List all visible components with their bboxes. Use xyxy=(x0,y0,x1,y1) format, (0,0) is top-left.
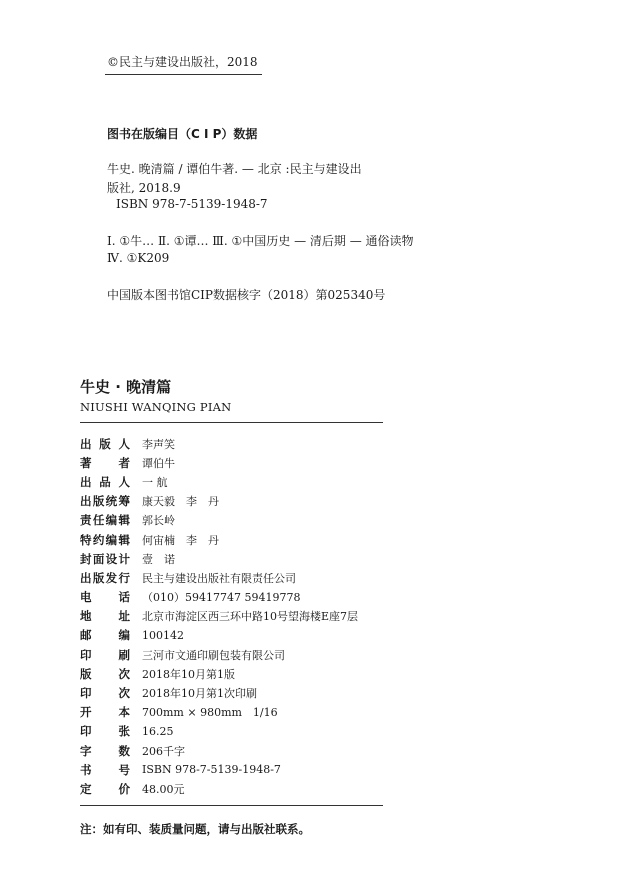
copyright-line: ©民主与建设出版社，2018 xyxy=(107,55,258,69)
info-value: 48.00元 xyxy=(142,782,185,796)
cip-isbn-line: ISBN 978-7-5139-1948-7 xyxy=(116,197,268,211)
info-value: 2018年10月第1次印刷 xyxy=(142,687,257,701)
info-value: 康天毅 李 丹 xyxy=(142,495,219,509)
info-row xyxy=(80,568,358,587)
info-row xyxy=(80,779,358,798)
info-row xyxy=(80,683,358,702)
info-row xyxy=(80,453,358,472)
info-value: 何宙楠 李 丹 xyxy=(142,533,219,547)
info-row xyxy=(80,626,358,645)
cip-classification-line: Ⅳ. ①K209 xyxy=(107,251,170,265)
info-value: 三河市文通印刷包装有限公司 xyxy=(142,648,285,662)
info-label: 封面设计 xyxy=(80,551,130,566)
cip-line: 版社, 2018.9 xyxy=(107,181,181,195)
info-label: 出版人 xyxy=(80,436,130,451)
info-label: 印次 xyxy=(80,686,130,701)
info-value: 16.25 xyxy=(142,724,174,738)
info-row xyxy=(80,645,358,664)
book-title: 牛史 · 晚清篇 xyxy=(80,378,172,396)
info-label: 著者 xyxy=(80,455,130,470)
info-label: 书号 xyxy=(80,762,130,777)
info-value: （010）59417747 59419778 xyxy=(142,591,301,605)
info-value: 民主与建设出版社有限责任公司 xyxy=(142,571,296,585)
info-value: 2018年10月第1版 xyxy=(142,667,235,681)
info-value: 谭伯牛 xyxy=(142,456,175,470)
info-row xyxy=(80,760,358,779)
info-row xyxy=(80,703,358,722)
info-label: 特约编辑 xyxy=(80,532,130,547)
info-value: 100142 xyxy=(142,628,184,642)
info-value: 郭长岭 xyxy=(142,514,175,528)
cip-heading: 图书在版编目（C I P）数据 xyxy=(107,127,258,141)
info-label: 责任编辑 xyxy=(80,513,130,528)
info-value: 700mm × 980mm 1/16 xyxy=(142,706,278,720)
publication-info-list xyxy=(80,434,358,799)
info-row xyxy=(80,549,358,568)
cip-line: 牛史. 晚清篇 / 谭伯牛著. — 北京 :民主与建设出 xyxy=(107,162,362,176)
info-bottom-divider xyxy=(80,805,383,806)
info-label: 字数 xyxy=(80,743,130,758)
info-label: 出版发行 xyxy=(80,570,130,585)
info-value: 壹 诺 xyxy=(142,552,175,566)
info-row xyxy=(80,434,358,453)
book-pinyin-title: NIUSHI WANQING PIAN xyxy=(80,400,232,414)
quality-note: 注：如有印、装质量问题，请与出版社联系。 xyxy=(80,822,310,836)
info-row xyxy=(80,472,358,491)
info-row xyxy=(80,588,358,607)
info-value: ISBN 978-7-5139-1948-7 xyxy=(142,763,281,777)
info-row xyxy=(80,741,358,760)
info-label: 出版统筹 xyxy=(80,494,130,509)
info-value: 206千字 xyxy=(142,744,185,758)
info-label: 地址 xyxy=(80,609,130,624)
info-label: 印刷 xyxy=(80,647,130,662)
cip-classification-line: Ⅰ. ①牛… Ⅱ. ①谭… Ⅲ. ①中国历史 — 清后期 — 通俗读物 xyxy=(107,234,414,248)
info-row xyxy=(80,511,358,530)
info-row xyxy=(80,492,358,511)
info-row xyxy=(80,530,358,549)
info-row xyxy=(80,664,358,683)
info-value: 一 航 xyxy=(142,475,168,489)
info-label: 开本 xyxy=(80,705,130,720)
cip-record-number: 中国版本图书馆CIP数据核字（2018）第025340号 xyxy=(107,288,386,302)
copyright-divider xyxy=(105,74,262,75)
info-label: 版次 xyxy=(80,666,130,681)
info-row xyxy=(80,607,358,626)
info-value: 北京市海淀区西三环中路10号望海楼E座7层 xyxy=(142,610,359,624)
info-label: 电话 xyxy=(80,590,130,605)
info-top-divider xyxy=(80,422,383,423)
info-row xyxy=(80,722,358,741)
info-label: 邮编 xyxy=(80,628,130,643)
info-value: 李声笑 xyxy=(142,437,175,451)
info-label: 定价 xyxy=(80,781,130,796)
info-label: 印张 xyxy=(80,724,130,739)
info-label: 出品人 xyxy=(80,474,130,489)
